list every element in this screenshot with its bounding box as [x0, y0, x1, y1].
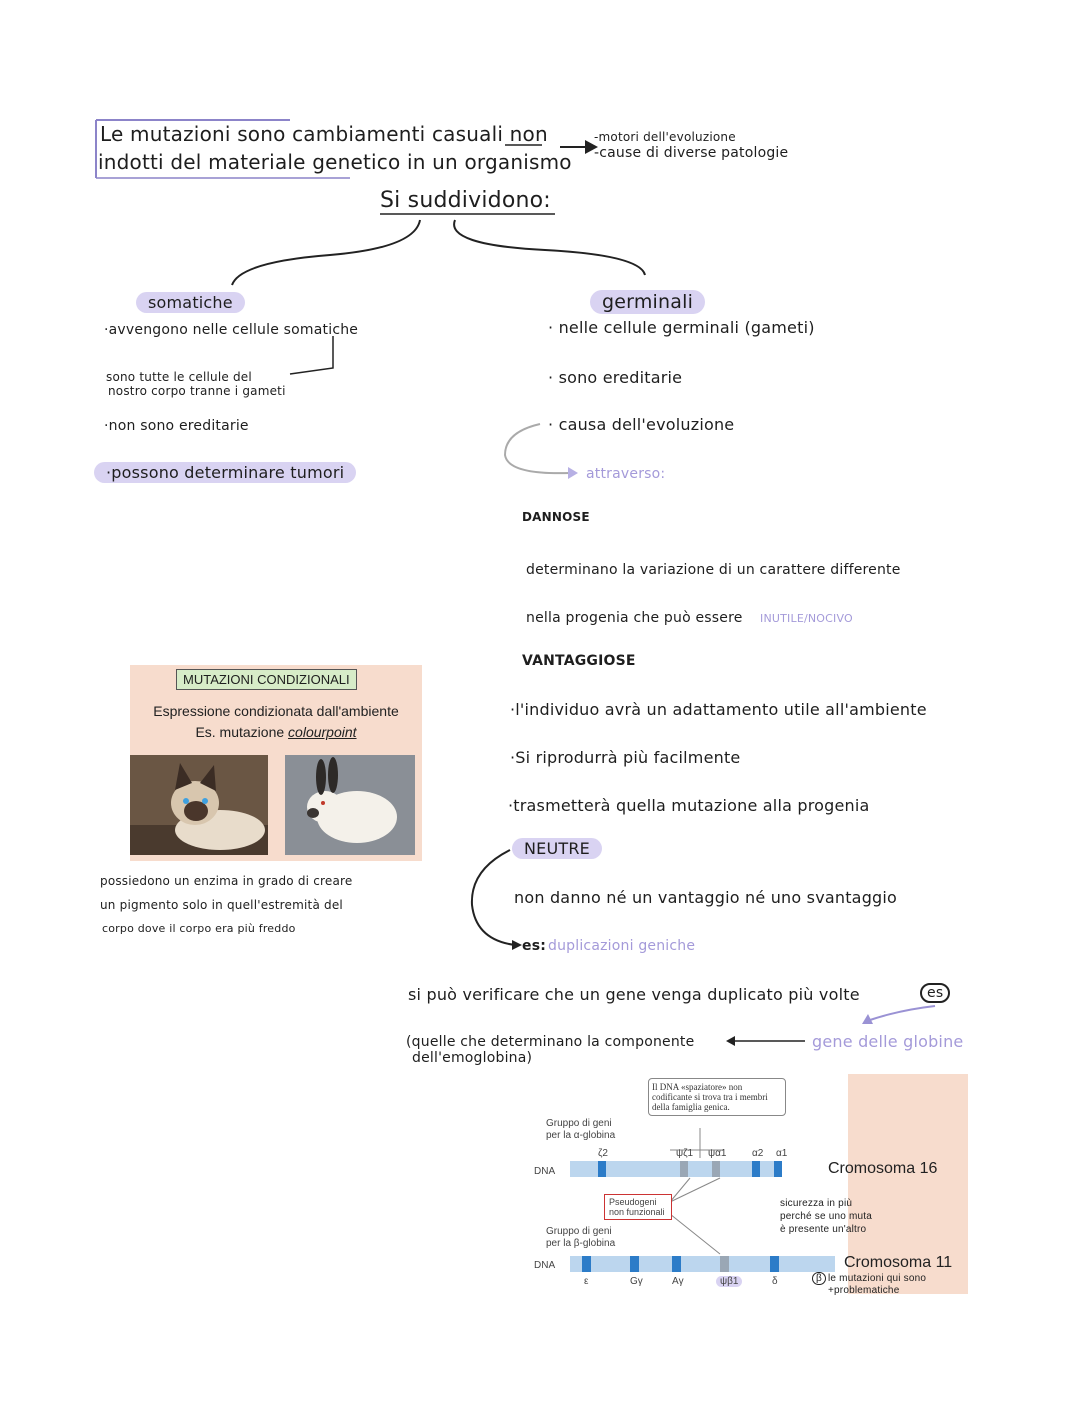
gene-a-gamma: Aγ [672, 1276, 684, 1287]
beta-dna-label: DNA [534, 1260, 556, 1271]
gene-alpha1: α1 [776, 1148, 788, 1159]
vantaggiose-line-1: ·l'individuo avrà un adattamento utile all'ambiente [510, 700, 927, 719]
gene-g-gamma: Gγ [630, 1276, 643, 1287]
beta-group-label-1: Gruppo di geni [546, 1226, 612, 1237]
gene-zeta2: ζ2 [598, 1148, 608, 1159]
card-note-3: corpo dove il corpo era più freddo [102, 922, 296, 935]
duplication-line: si può verificare che un gene venga duplicato più volte [408, 985, 860, 1004]
header-line-1: Le mutazioni sono cambiamenti casuali non [100, 122, 548, 146]
consequence-2: -cause di diverse patologie [594, 145, 789, 161]
consequence-1: -motori dell'evoluzione [594, 130, 736, 144]
alpha-dna-label: DNA [534, 1166, 556, 1177]
dannose-title: DANNOSE [522, 510, 590, 524]
alpha-note-1: sicurezza in più [780, 1198, 853, 1209]
germinali-item-4: attraverso: [586, 466, 666, 482]
somatiche-item-5: ·possono determinare tumori [94, 462, 356, 483]
globine-label: gene delle globine [812, 1032, 964, 1051]
beta-note-2: +problematiche [828, 1285, 900, 1296]
card-title: MUTAZIONI CONDIZIONALI [176, 669, 357, 690]
neutre-es-label: es: [522, 938, 547, 954]
germinali-item-2: · sono ereditarie [548, 368, 683, 387]
gene-cluster-diagram [530, 1074, 970, 1304]
germinali-title: germinali [590, 290, 705, 314]
hemoglobin-line-2: dell'emoglobina) [412, 1050, 533, 1066]
gene-delta: δ [772, 1276, 778, 1287]
siamese-cat-image [130, 755, 268, 855]
alpha-group-label-2: per la α-globina [546, 1130, 616, 1141]
alpha-note-3: è presente un'altro [780, 1224, 867, 1235]
subdivide-title: Si suddividono: [380, 188, 551, 213]
header-line-2: indotti del materiale genetico in un organismo [98, 150, 572, 174]
rabbit-image [285, 755, 415, 855]
dannose-line-2: nella progenia che può essere [526, 610, 743, 626]
somatiche-item-3: nostro corpo tranne i gameti [108, 384, 286, 398]
pseudogenes-box: Pseudogeni non funzionali [604, 1194, 672, 1220]
beta-group-label-2: per la β-globina [546, 1238, 616, 1249]
dannose-tag: INUTILE/NOCIVO [760, 612, 853, 625]
gene-epsilon: ε [584, 1276, 589, 1287]
gene-psi-alpha1: ψα1 [708, 1148, 727, 1159]
spacer-dna-note: Il DNA «spaziatore» non codificante si trova tra i membri della famiglia genica. [648, 1078, 786, 1116]
dannose-line-1: determinano la variazione di un carattere differente [526, 562, 901, 578]
card-note-2: un pigmento solo in quell'estremità del [100, 898, 343, 912]
beta-note-1: le mutazioni qui sono [828, 1273, 927, 1284]
somatiche-title: somatiche [136, 292, 245, 313]
card-line-2: Es. mutazione colourpoint [195, 724, 357, 740]
vantaggiose-title: VANTAGGIOSE [522, 653, 636, 669]
chromosome-11-label: Cromosoma 11 [844, 1254, 953, 1271]
neutre-line: non danno né un vantaggio né uno svantaggio [514, 888, 898, 907]
neutre-es-value: duplicazioni geniche [548, 938, 696, 954]
vantaggiose-line-2: ·Si riprodurrà più facilmente [510, 748, 741, 767]
alpha-note-2: perché se uno muta [780, 1211, 872, 1222]
somatiche-item-2: sono tutte le cellule del [106, 370, 252, 384]
alpha-group-label-1: Gruppo di geni [546, 1118, 612, 1129]
gene-alpha2: α2 [752, 1148, 764, 1159]
gene-psi-zeta1: ψζ1 [676, 1148, 694, 1159]
vantaggiose-line-3: ·trasmetterà quella mutazione alla progenia [508, 796, 870, 815]
somatiche-item-1: ·avvengono nelle cellule somatiche [104, 322, 359, 338]
somatiche-item-4: ·non sono ereditarie [104, 418, 249, 434]
card-note-1: possiedono un enzima in grado di creare [100, 874, 353, 888]
beta-badge: β [812, 1272, 826, 1285]
chromosome-16-label: Cromosoma 16 [828, 1160, 938, 1177]
gene-psi-beta1: ψβ1 [716, 1276, 742, 1287]
hemoglobin-line-1: (quelle che determinano la componente [406, 1034, 695, 1050]
conditional-mutations-card [130, 665, 422, 861]
es-badge: es [920, 983, 950, 1003]
germinali-item-1: · nelle cellule germinali (gameti) [548, 318, 815, 337]
neutre-title: NEUTRE [512, 838, 602, 859]
card-line-1: Espressione condizionata dall'ambiente [153, 703, 399, 719]
germinali-item-3: · causa dell'evoluzione [548, 415, 735, 434]
